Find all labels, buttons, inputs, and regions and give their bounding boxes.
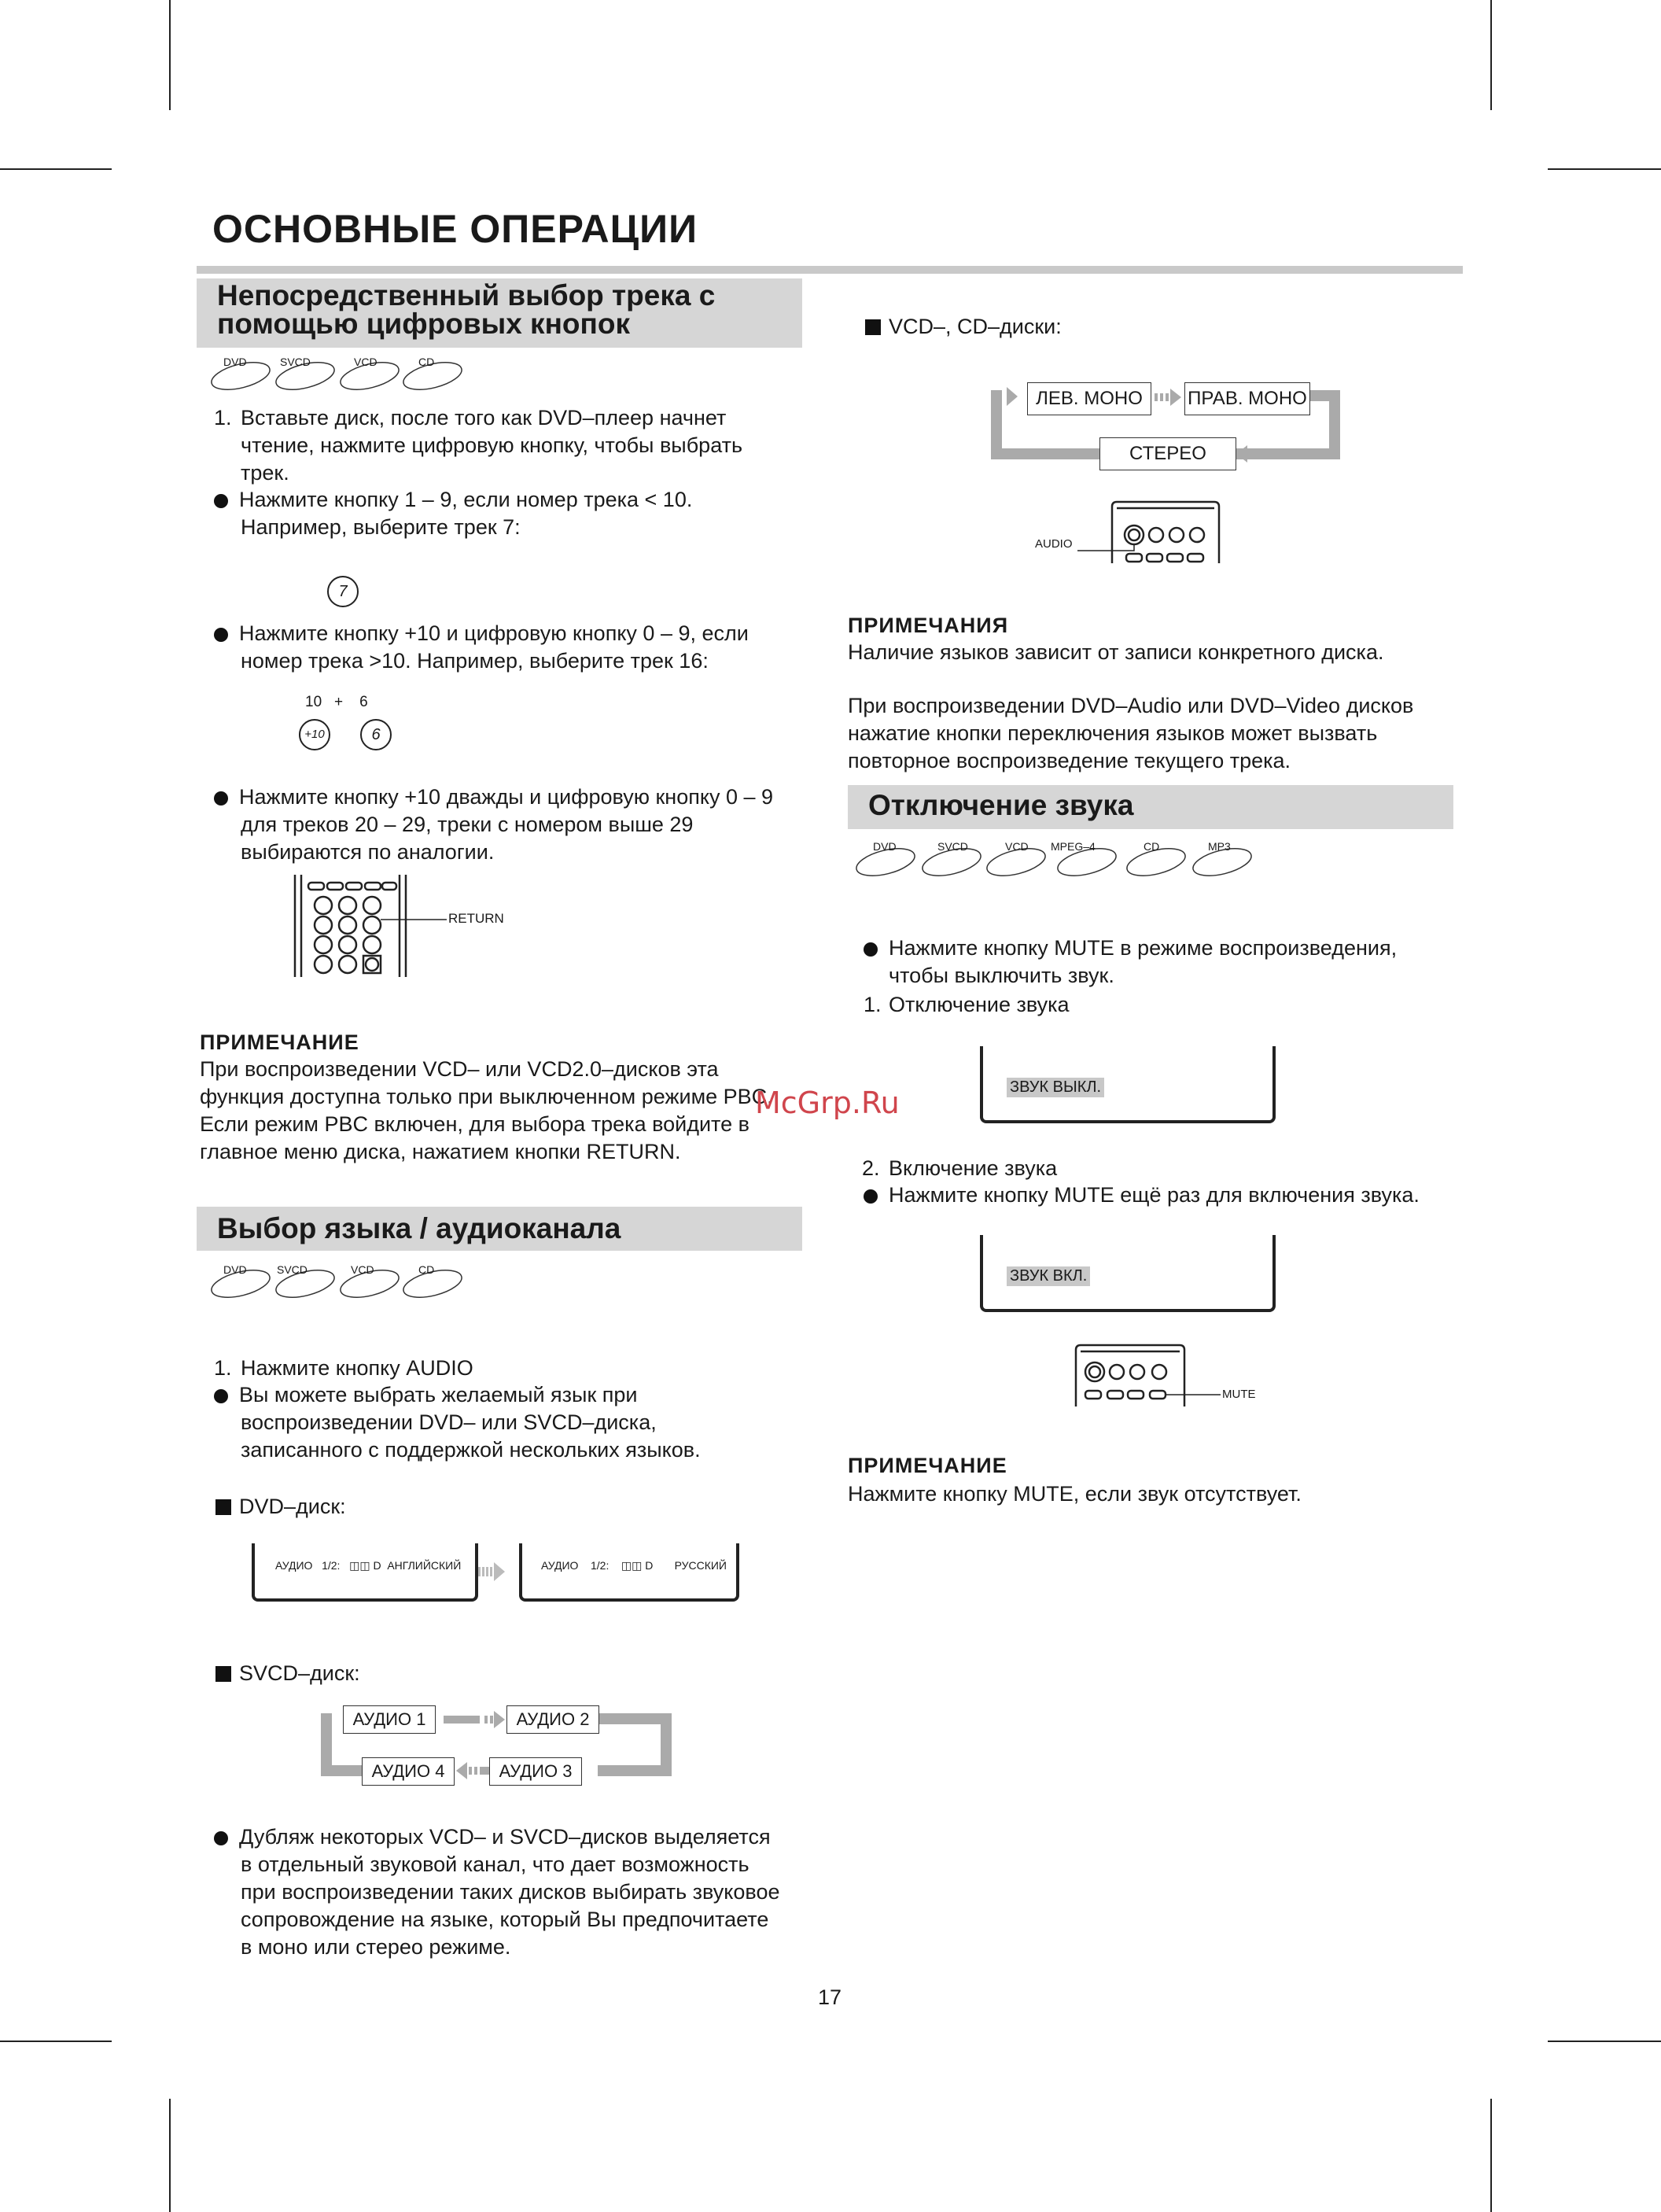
disc-icons (209, 356, 477, 393)
arrow-right-icon (478, 1562, 510, 1581)
text-line: воспроизведении DVD– или SVCD–диска, (241, 1410, 657, 1434)
text-line: При воспроизведении VCD– или VCD2.0–дисков эта (200, 1057, 719, 1081)
audio-2-box: АУДИО 2 (506, 1705, 599, 1734)
text-line: повторное воспроизведение текущего трека. (848, 749, 1291, 772)
arrow-left-icon (1235, 445, 1263, 463)
watermark: McGrp.Ru (755, 1086, 900, 1120)
combo-label: 10 + 6 (305, 694, 368, 710)
bullet-dot (214, 1389, 228, 1403)
text-line: выбираются по аналогии. (241, 840, 495, 864)
square-bullet (865, 319, 881, 335)
text-line: Если режим PBC включен, для выбора трека войдите в (200, 1112, 749, 1136)
disc-label: VCD (354, 356, 378, 368)
step-text: Нажмите кнопку AUDIO (241, 1356, 473, 1380)
bullet-item (214, 783, 773, 866)
square-bullet (215, 1499, 231, 1515)
audio-label: AUDIO (1035, 537, 1073, 551)
remote-keypad-illustration (291, 875, 527, 980)
number-button-6: 6 (360, 719, 392, 750)
disc-label: DVD (873, 840, 897, 853)
osd-screen-english (252, 1543, 478, 1602)
note-text: Нажмите кнопку MUTE, если звук отсутствует. (848, 1482, 1302, 1506)
number-button-7: 7 (327, 576, 359, 607)
heading-line: помощью цифровых кнопок (217, 308, 630, 340)
text-line: чтобы выключить звук. (889, 964, 1114, 987)
text-line: Например, выберите трек 7: (241, 515, 521, 539)
section-heading-direct-track (197, 278, 802, 348)
bullet-dot (214, 494, 228, 508)
disc-label: SVCD (280, 356, 311, 368)
mute-label: MUTE (1222, 1388, 1256, 1401)
heading-line: Выбор языка / аудиоканала (217, 1212, 621, 1244)
step-text: Отключение звука (889, 993, 1070, 1016)
step-number: 1. (214, 1356, 232, 1380)
note-text (848, 692, 1413, 775)
page-title: ОСНОВНЫЕ ОПЕРАЦИИ (212, 207, 698, 251)
crop-mark (0, 168, 112, 170)
heading-line: Непосредственный выбор трека с (217, 279, 716, 312)
svcd-disc-label (215, 1660, 360, 1687)
disc-label: VCD (351, 1263, 374, 1276)
step-text (241, 404, 742, 487)
text-line: трек. (241, 461, 289, 485)
audio-4-box: АУДИО 4 (362, 1757, 455, 1786)
note-text (200, 1056, 773, 1166)
step-number: 2. (862, 1156, 880, 1180)
text-line: для треков 20 – 29, треки с номером выше 29 (241, 813, 694, 836)
bullet-dot (214, 1831, 228, 1845)
text-line: При воспроизведении DVD–Audio или DVD–Video дисков (848, 694, 1414, 717)
bullet-dot (864, 942, 878, 957)
disc-label: VCD (1005, 840, 1029, 853)
remote-audio-illustration (1035, 500, 1224, 565)
osd-text: АУДИО 1/2: ◫◫ D РУССКИЙ (541, 1559, 727, 1572)
section-heading-language (197, 1207, 802, 1251)
square-bullet (215, 1666, 231, 1682)
bullet-item (214, 620, 749, 675)
bullet-dot (214, 791, 228, 806)
dvd-disc-label (215, 1493, 346, 1521)
crop-mark (169, 0, 171, 110)
heading-line: Отключение звука (868, 789, 1134, 821)
arrow-right-icon (440, 1711, 511, 1728)
title-rule (197, 266, 1463, 274)
return-label: RETURN (448, 911, 504, 926)
audio-3-box: АУДИО 3 (489, 1757, 582, 1786)
step-text: Включение звука (889, 1156, 1058, 1180)
note-heading: ПРИМЕЧАНИЕ (200, 1030, 359, 1054)
disc-label: MP3 (1208, 840, 1231, 853)
text-line: Вставьте диск, после того как DVD–плеер начнет (241, 406, 727, 429)
arrow-right-icon (1155, 389, 1186, 406)
disc-label: SVCD (937, 840, 968, 853)
disc-icons (854, 840, 1263, 879)
disc-label: DVD (223, 356, 247, 368)
bullet-item (214, 486, 692, 541)
disc-label: MPEG–4 (1051, 840, 1096, 853)
bullet-item (214, 1381, 701, 1464)
crop-mark (1548, 168, 1661, 170)
text-line: Нажмите кнопку +10 и цифровую кнопку 0 – 9, если (239, 621, 749, 645)
notes-heading: ПРИМЕЧАНИЯ (848, 614, 1009, 637)
text-line: при воспроизведении таких дисков выбирать звуковое (241, 1880, 780, 1904)
label-text: SVCD–диск: (239, 1661, 360, 1685)
crop-mark (1490, 2099, 1492, 2212)
mute-on-label: ЗВУК ВКЛ. (1007, 1266, 1090, 1286)
text-line: Дубляж некоторых VCD– и SVCD–дисков выделяется (239, 1825, 771, 1849)
crop-mark (0, 2041, 112, 2042)
bullet-item (864, 935, 1397, 990)
cycle-line (598, 1765, 672, 1776)
crop-mark (1548, 2041, 1661, 2042)
bullet-dot (214, 628, 228, 642)
disc-label: CD (418, 1263, 435, 1276)
mute-off-label: ЗВУК ВЫКЛ. (1007, 1078, 1104, 1097)
text-line: Нажмите кнопку MUTE ещё раз для включения звука. (889, 1183, 1420, 1207)
step-number: 1. (864, 993, 882, 1016)
text-line: Вы можете выбрать желаемый язык при (239, 1383, 638, 1406)
plus10-button: +10 (299, 719, 330, 750)
disc-icons (209, 1263, 477, 1301)
cycle-line (321, 1765, 362, 1776)
text-line: Нажмите кнопку MUTE в режиме воспроизведения, (889, 936, 1398, 960)
label-text: DVD–диск: (239, 1495, 346, 1518)
cycle-line (598, 1713, 672, 1724)
disc-label: SVCD (277, 1263, 308, 1276)
vcd-cd-label (865, 313, 1062, 341)
disc-label: DVD (223, 1263, 247, 1276)
text-line: нажатие кнопки переключения языков может вызвать (848, 721, 1378, 745)
cycle-line (991, 448, 1101, 459)
text-line: записанного с поддержкой нескольких языков. (241, 1438, 701, 1462)
arrow-right-icon (996, 387, 1027, 406)
audio-1-box: АУДИО 1 (343, 1705, 436, 1734)
stereo-box: СТЕРЕО (1099, 437, 1236, 470)
osd-screen-russian (519, 1543, 739, 1602)
disc-label: CD (1144, 840, 1160, 853)
cycle-line (1309, 390, 1340, 401)
crop-mark (169, 2099, 171, 2212)
text-line: номер трека >10. Например, выберите трек 16: (241, 649, 709, 673)
step-number: 1. (214, 406, 232, 429)
bullet-item (214, 1823, 780, 1961)
disc-label: CD (418, 356, 435, 368)
section-heading-mute (848, 785, 1453, 829)
text-line: функция доступна только при выключенном режиме PBC. (200, 1085, 773, 1108)
bullet-dot (864, 1189, 878, 1204)
text-line: Нажмите кнопку +10 дважды и цифровую кнопку 0 – 9 (239, 785, 774, 809)
note-text: Наличие языков зависит от записи конкретного диска. (848, 640, 1384, 664)
osd-text: АУДИО 1/2: ◫◫ D АНГЛИЙСКИЙ (275, 1559, 462, 1572)
text-line: сопровождение на языке, который Вы предпочитаете (241, 1908, 769, 1931)
text-line: в моно или стерео режиме. (241, 1935, 511, 1959)
left-mono-box: ЛЕВ. МОНО (1027, 382, 1151, 415)
right-mono-box: ПРАВ. МОНО (1184, 382, 1310, 415)
page-number: 17 (818, 1985, 842, 2009)
text-line: в отдельный звуковой канал, что дает возможность (241, 1853, 749, 1876)
label-text: VCD–, CD–диски: (889, 315, 1062, 338)
text-line: главное меню диска, нажатием кнопки RETURN. (200, 1140, 681, 1163)
bullet-item (864, 1182, 1420, 1209)
note-heading: ПРИМЕЧАНИЕ (848, 1454, 1007, 1477)
crop-mark (1490, 0, 1492, 110)
text-line: Нажмите кнопку 1 – 9, если номер трека < 10. (239, 488, 693, 511)
text-line: чтение, нажмите цифровую кнопку, чтобы выбрать (241, 433, 743, 457)
